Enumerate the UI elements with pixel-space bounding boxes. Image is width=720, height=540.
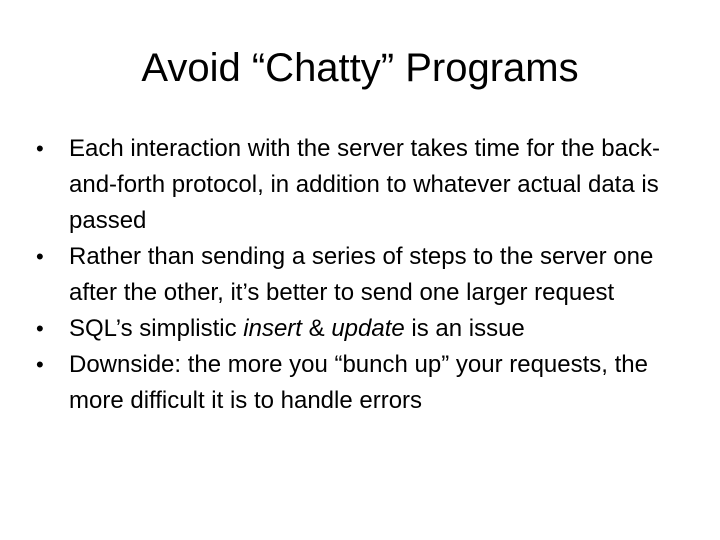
bullet-dot-icon: • bbox=[36, 352, 44, 377]
update-keyword: update bbox=[331, 315, 405, 342]
bullet-dot-icon: • bbox=[36, 316, 44, 341]
bullet-text-part: is an issue bbox=[404, 315, 525, 342]
bullet-text: Rather than sending a series of steps to the server one after the other, it’s better to send one larger request bbox=[69, 243, 654, 306]
bullet-text: Downside: the more you “bunch up” your requests, the more difficult it is to handle errors bbox=[69, 351, 648, 414]
bullet-item-larger-request bbox=[36, 239, 686, 311]
bullet-text-part: SQL’s simplistic bbox=[69, 315, 244, 342]
bullet-list bbox=[36, 131, 686, 419]
bullet-item-downside bbox=[36, 347, 686, 419]
bullet-dot-icon: • bbox=[36, 244, 44, 269]
slide-title: Avoid “Chatty” Programs bbox=[141, 46, 579, 90]
bullet-text: Each interaction with the server takes time for the back-and-forth protocol, in addition to whatever actual data is passed bbox=[69, 135, 660, 234]
bullet-text-part: & bbox=[301, 315, 332, 342]
bullet-item-sql-insert-update bbox=[36, 311, 686, 347]
insert-keyword: insert bbox=[243, 315, 302, 342]
bullet-dot-icon: • bbox=[36, 136, 44, 161]
bullet-item-interaction-time bbox=[36, 131, 686, 239]
